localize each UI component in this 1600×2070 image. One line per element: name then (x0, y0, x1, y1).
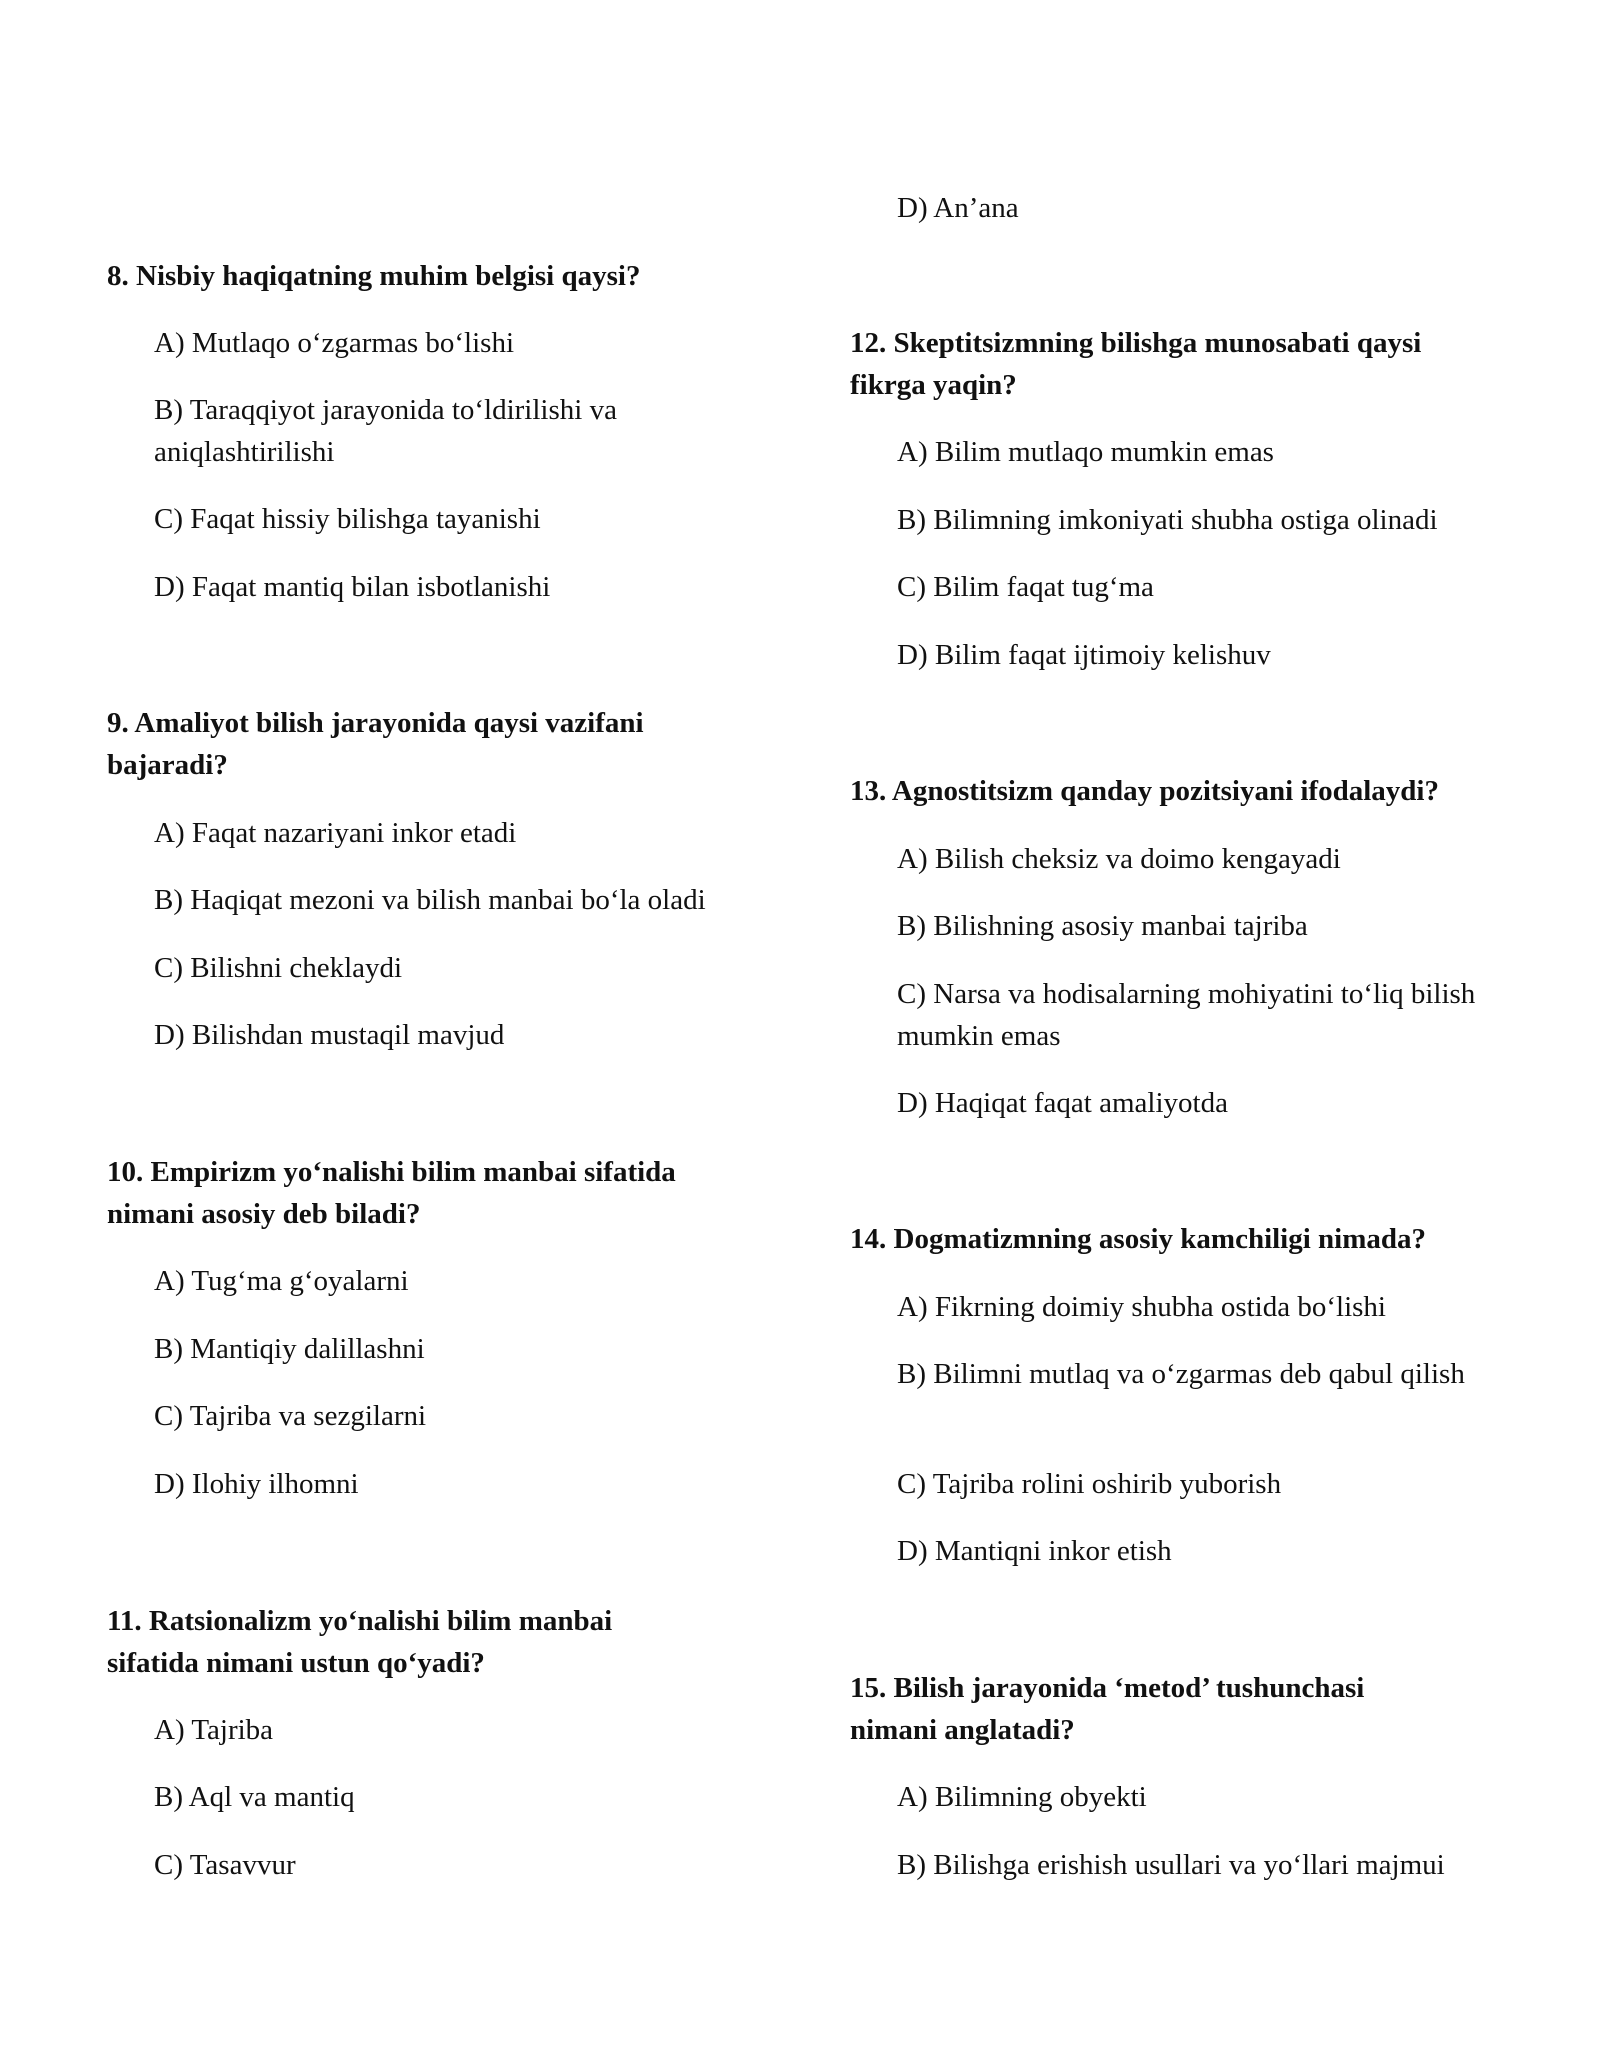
question-7-option-d: D) An’ana (897, 192, 1019, 224)
question-14-option-a: A) Fikrning doimiy shubha ostida bo‘lishi (897, 1291, 1386, 1323)
question-14-title: 14. Dogmatizmning asosiy kamchiligi nimada? (850, 1223, 1427, 1255)
question-12-title: 12. Skeptitsizmning bilishga munosabati qaysi fikrga yaqin? (850, 327, 1422, 401)
question-14-option-c: C) Tajriba rolini oshirib yuborish (897, 1468, 1282, 1500)
question-9-option-d: D) Bilishdan mustaqil mavjud (154, 1019, 505, 1051)
question-15-option-a: A) Bilimning obyekti (897, 1781, 1147, 1813)
question-10-title: 10. Empirizm yo‘nalishi bilim manbai sifatida nimani asosiy deb biladi? (107, 1156, 676, 1230)
question-15-option-b: B) Bilishga erishish usullari va yo‘llari majmui (897, 1849, 1445, 1881)
question-10-option-c: C) Tajriba va sezgilarni (154, 1400, 427, 1432)
question-13-option-b: B) Bilishning asosiy manbai tajriba (897, 910, 1308, 942)
question-12-option-a: A) Bilim mutlaqo mumkin emas (897, 436, 1274, 468)
question-8-option-c: C) Faqat hissiy bilishga tayanishi (154, 503, 541, 535)
question-12-option-c: C) Bilim faqat tug‘ma (897, 571, 1154, 603)
question-9-option-c: C) Bilishni cheklaydi (154, 952, 403, 984)
question-10-option-a: A) Tug‘ma g‘oyalarni (154, 1265, 409, 1297)
question-11-option-c: C) Tasavvur (154, 1849, 296, 1881)
question-8-option-d: D) Faqat mantiq bilan isbotlanishi (154, 571, 551, 603)
question-11-option-a: A) Tajriba (154, 1714, 274, 1746)
question-13-option-a: A) Bilish cheksiz va doimo kengayadi (897, 843, 1341, 875)
question-13-option-d: D) Haqiqat faqat amaliyotda (897, 1087, 1228, 1119)
question-11-option-b: B) Aql va mantiq (154, 1781, 355, 1813)
question-9-option-a: A) Faqat nazariyani inkor etadi (154, 817, 517, 849)
question-9-option-b: B) Haqiqat mezoni va bilish manbai bo‘la oladi (154, 884, 706, 916)
question-12-option-d: D) Bilim faqat ijtimoiy kelishuv (897, 639, 1271, 671)
question-10-option-b: B) Mantiqiy dalillashni (154, 1333, 425, 1365)
question-14-option-d: D) Mantiqni inkor etish (897, 1535, 1172, 1567)
question-12-option-b: B) Bilimning imkoniyati shubha ostiga olinadi (897, 504, 1438, 536)
question-15-title: 15. Bilish jarayonida ‘metod’ tushunchasi nimani anglatadi? (850, 1672, 1365, 1746)
question-11-title: 11. Ratsionalizm yo‘nalishi bilim manbai sifatida nimani ustun qo‘yadi? (107, 1605, 613, 1679)
question-14-option-b: B) Bilimni mutlaq va o‘zgarmas deb qabul qilish (897, 1358, 1465, 1390)
question-13-option-c: C) Narsa va hodisalarning mohiyatini to‘liq bilish mumkin emas (897, 978, 1476, 1052)
question-13-title: 13. Agnostitsizm qanday pozitsiyani ifodalaydi? (850, 775, 1439, 807)
question-8-option-b: B) Taraqqiyot jarayonida to‘ldirilishi va aniqlashtirilishi (154, 394, 617, 468)
question-9-title: 9. Amaliyot bilish jarayonida qaysi vazifani bajaradi? (107, 707, 644, 781)
question-8-title: 8. Nisbiy haqiqatning muhim belgisi qaysi? (107, 260, 641, 292)
question-10-option-d: D) Ilohiy ilhomni (154, 1468, 359, 1500)
question-8-option-a: A) Mutlaqo o‘zgarmas bo‘lishi (154, 327, 515, 359)
